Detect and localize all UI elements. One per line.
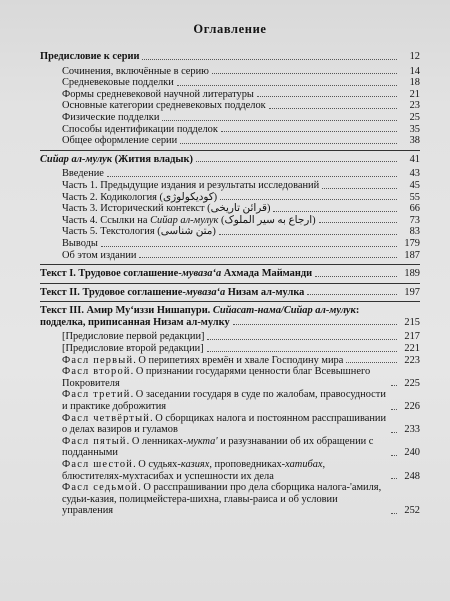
entry-label-rest: (Жития владык) <box>112 153 193 165</box>
divider <box>40 283 420 284</box>
leader-dots <box>315 276 397 277</box>
page-number: 221 <box>404 343 420 355</box>
page-number: 41 <box>409 153 420 165</box>
divider <box>40 264 420 265</box>
entry-label-pre: Текст III. Амир Муʻиззи Нишапури. <box>40 305 213 317</box>
entry-label <box>62 459 388 482</box>
leader-dots <box>269 108 397 109</box>
page-number: 233 <box>404 424 420 436</box>
toc-entry[interactable] <box>40 77 420 89</box>
entry-label <box>62 366 388 389</box>
leader-dots <box>221 131 397 132</box>
toc-entry[interactable] <box>40 192 420 204</box>
toc-entry[interactable] <box>40 100 420 112</box>
toc-entry[interactable] <box>40 66 420 78</box>
page-number: 252 <box>404 505 420 517</box>
toc-entry[interactable] <box>40 89 420 101</box>
entry-label <box>62 436 388 459</box>
page-number: 189 <box>404 268 420 280</box>
fasl-heading: Фасл второй <box>62 366 131 378</box>
fasl-text-italic: казиях <box>180 459 210 470</box>
fasl-heading: Фасл пятый <box>62 435 127 447</box>
entry-label: Часть 1. Предыдущие издания и результаты исследований <box>62 179 320 191</box>
page-number: 21 <box>409 88 420 100</box>
toc-entry[interactable] <box>40 168 420 180</box>
entry-label <box>40 154 193 166</box>
fasl-text: . О признании государями ценности благ Всевышнего Покровителя <box>62 366 371 389</box>
leader-dots <box>257 96 397 97</box>
leader-dots <box>180 143 397 144</box>
page-number: 66 <box>409 203 420 215</box>
page-number: 12 <box>409 51 420 62</box>
leader-dots <box>391 385 397 386</box>
entry-label: Часть 3. Исторический контекст (قرائن تاریخی) <box>62 203 271 215</box>
toc-entry[interactable] <box>40 124 420 136</box>
fasl-heading: Фасл четвёртый <box>62 412 151 424</box>
toc-entry-siyar[interactable] <box>40 154 420 166</box>
page-number: 215 <box>404 316 420 328</box>
entry-label-pre: Текст II. Трудовое соглашение- <box>40 286 186 298</box>
entry-label: Об этом издании <box>62 249 137 261</box>
page-number: 18 <box>409 77 420 89</box>
leader-dots <box>273 211 397 212</box>
page-number: 23 <box>409 100 420 112</box>
entry-label-italic: Сийасат-нама/Сийар ал-мулук <box>212 305 356 317</box>
page-number: 248 <box>404 470 420 482</box>
fasl-text: . О перипетиях времён и хвале Господину мира <box>133 354 344 366</box>
entry-label <box>62 355 343 367</box>
fasl-text-italic-2: хатибах <box>285 459 323 470</box>
leader-dots <box>391 513 397 514</box>
fasl-text-pre: . О судьях- <box>133 459 181 470</box>
toc-entry-fasl-5[interactable] <box>40 436 420 459</box>
page-number: 35 <box>409 123 420 135</box>
entry-label-italic: Сийар ал-мулук <box>40 153 112 165</box>
entry-label-italic: мувазаʻа <box>185 286 226 298</box>
entry-label: Способы идентификации подделок <box>62 123 218 135</box>
leader-dots <box>219 234 397 235</box>
toc-entry[interactable] <box>40 112 420 124</box>
leader-dots <box>162 120 397 121</box>
page-number: 217 <box>404 331 420 343</box>
fasl-text-mid: , проповедниках- <box>209 459 286 470</box>
page-number: 83 <box>409 226 420 238</box>
entry-label <box>40 268 312 280</box>
entry-label <box>62 413 388 436</box>
entry-label-line-1 <box>40 305 420 317</box>
entry-label-post: (ارجاع به سیر الملوک) <box>218 214 316 226</box>
entry-label: Физические подделки <box>62 111 160 123</box>
leader-dots <box>346 362 397 363</box>
fasl-text: . О сборщиках налога и постоянном расспрашивании о делах вазиров и гуламов <box>62 412 387 436</box>
entry-label: [Предисловие первой редакции] <box>62 331 205 343</box>
entry-label <box>62 389 388 412</box>
leader-dots <box>212 73 397 74</box>
leader-dots <box>220 199 397 200</box>
page-number: 223 <box>404 354 420 366</box>
toc-entry-fasl-1[interactable] <box>40 355 420 367</box>
leader-dots <box>196 161 397 162</box>
page-number: 45 <box>409 179 420 191</box>
entry-label: Общее оформление серии <box>62 135 178 147</box>
fasl-text-post: , блюстителях-мухтасибах и успешности их дела <box>62 459 326 482</box>
entry-label: Введение <box>62 168 104 180</box>
fasl-text: . О расспрашивании про дела сборщика налога-'амиля, судьи-казия, полицмейстера-шихна, главы-раиса и об условии управления <box>62 482 382 517</box>
toc-entry[interactable] <box>40 250 420 262</box>
fasl-text: . О заседании государя в суде по жалобам, правосудности и практике доброжития <box>62 389 386 413</box>
toc-entry[interactable] <box>40 226 420 238</box>
entry-label-post: Низам ал-мулка <box>225 286 305 298</box>
entry-label: Формы средневековой научной литературы <box>62 88 254 100</box>
fasl-heading: Фасл седьмой <box>62 482 139 494</box>
page-number: 14 <box>409 65 420 77</box>
entry-label: Выводы <box>62 237 98 249</box>
toc-entry[interactable] <box>40 180 420 192</box>
toc-entry[interactable] <box>40 343 420 355</box>
toc-entry-fasl-4[interactable] <box>40 413 420 436</box>
leader-dots <box>177 85 397 86</box>
entry-label-pre: Текст I. Трудовое соглашение- <box>40 268 182 280</box>
page-number: 240 <box>404 447 420 459</box>
page-number: 73 <box>409 214 420 226</box>
toc-entry[interactable] <box>40 203 420 215</box>
entry-label: Основные категории средневековых подделок <box>62 100 266 112</box>
divider <box>40 301 420 302</box>
leader-dots <box>319 222 397 223</box>
toc-entry[interactable] <box>40 238 420 250</box>
entry-label: Предисловие к серии <box>40 51 140 62</box>
entry-label <box>62 482 388 517</box>
toc-entry-text-2[interactable] <box>40 287 420 299</box>
fasl-text-italic: мукта' <box>186 435 218 447</box>
page-number: 38 <box>409 135 420 147</box>
leader-dots <box>233 324 397 325</box>
entry-label <box>40 287 304 299</box>
page-number: 225 <box>404 377 420 389</box>
leader-dots <box>391 432 397 433</box>
entry-label: Средневековые подделки <box>62 77 174 89</box>
entry-label-italic: Сийар ал-мулук <box>150 214 219 226</box>
toc-entry-fasl-2[interactable] <box>40 366 420 389</box>
page-number: 43 <box>409 168 420 180</box>
page-number: 25 <box>409 111 420 123</box>
entry-label: Часть 5. Текстология (متن شناسی) <box>62 226 216 238</box>
entry-label-pre: Часть 4. Ссылки на <box>62 214 151 226</box>
leader-dots <box>107 176 397 177</box>
leader-dots <box>142 59 397 60</box>
leader-dots <box>322 188 397 189</box>
leader-dots <box>207 339 397 340</box>
entry-label-post: Ахмада Майманди <box>221 268 313 280</box>
divider <box>40 150 420 151</box>
fasl-text-pre: . О ленниках- <box>126 435 187 447</box>
page-number: 197 <box>404 286 420 298</box>
entry-label-post: : <box>355 305 360 317</box>
fasl-heading: Фасл шестой <box>62 459 134 470</box>
entry-label-line-2: подделка, приписанная Низам ал-мулку <box>40 316 230 328</box>
fasl-heading: Фасл первый <box>62 354 134 366</box>
page-title: Оглавление <box>193 22 267 36</box>
toc-entry-text-1[interactable] <box>40 268 420 280</box>
leader-dots <box>207 351 397 352</box>
entry-label: [Предисловие второй редакции] <box>62 343 204 355</box>
page-number: 55 <box>409 191 420 203</box>
toc-entry[interactable] <box>40 215 420 227</box>
toc-entry-text-3[interactable] <box>40 305 420 328</box>
entry-label-italic: мувазаʻа <box>181 268 222 280</box>
leader-dots <box>391 478 397 479</box>
fasl-text-post: и разузнавании об их обращении с подданными <box>62 435 374 459</box>
leader-dots <box>101 246 397 247</box>
toc-entry-preface[interactable] <box>40 51 420 63</box>
toc-entry-fasl-3[interactable] <box>40 389 420 412</box>
toc-entry-fasl-7[interactable] <box>40 482 420 517</box>
toc-entry[interactable] <box>40 331 420 343</box>
entry-label: Часть 2. Кодикология (کودیکولوژی) <box>62 191 218 203</box>
page-number: 179 <box>404 237 420 249</box>
page-number: 187 <box>404 249 420 261</box>
toc-entry[interactable] <box>40 135 420 147</box>
leader-dots <box>307 294 397 295</box>
page-number: 226 <box>404 401 420 413</box>
leader-dots <box>391 409 397 410</box>
leader-dots <box>391 455 397 456</box>
entry-label <box>62 215 316 227</box>
leader-dots <box>139 257 397 258</box>
entry-label: Сочинения, включённые в серию <box>62 65 209 77</box>
fasl-heading: Фасл третий <box>62 389 131 401</box>
toc-entry-fasl-6[interactable] <box>40 459 420 482</box>
